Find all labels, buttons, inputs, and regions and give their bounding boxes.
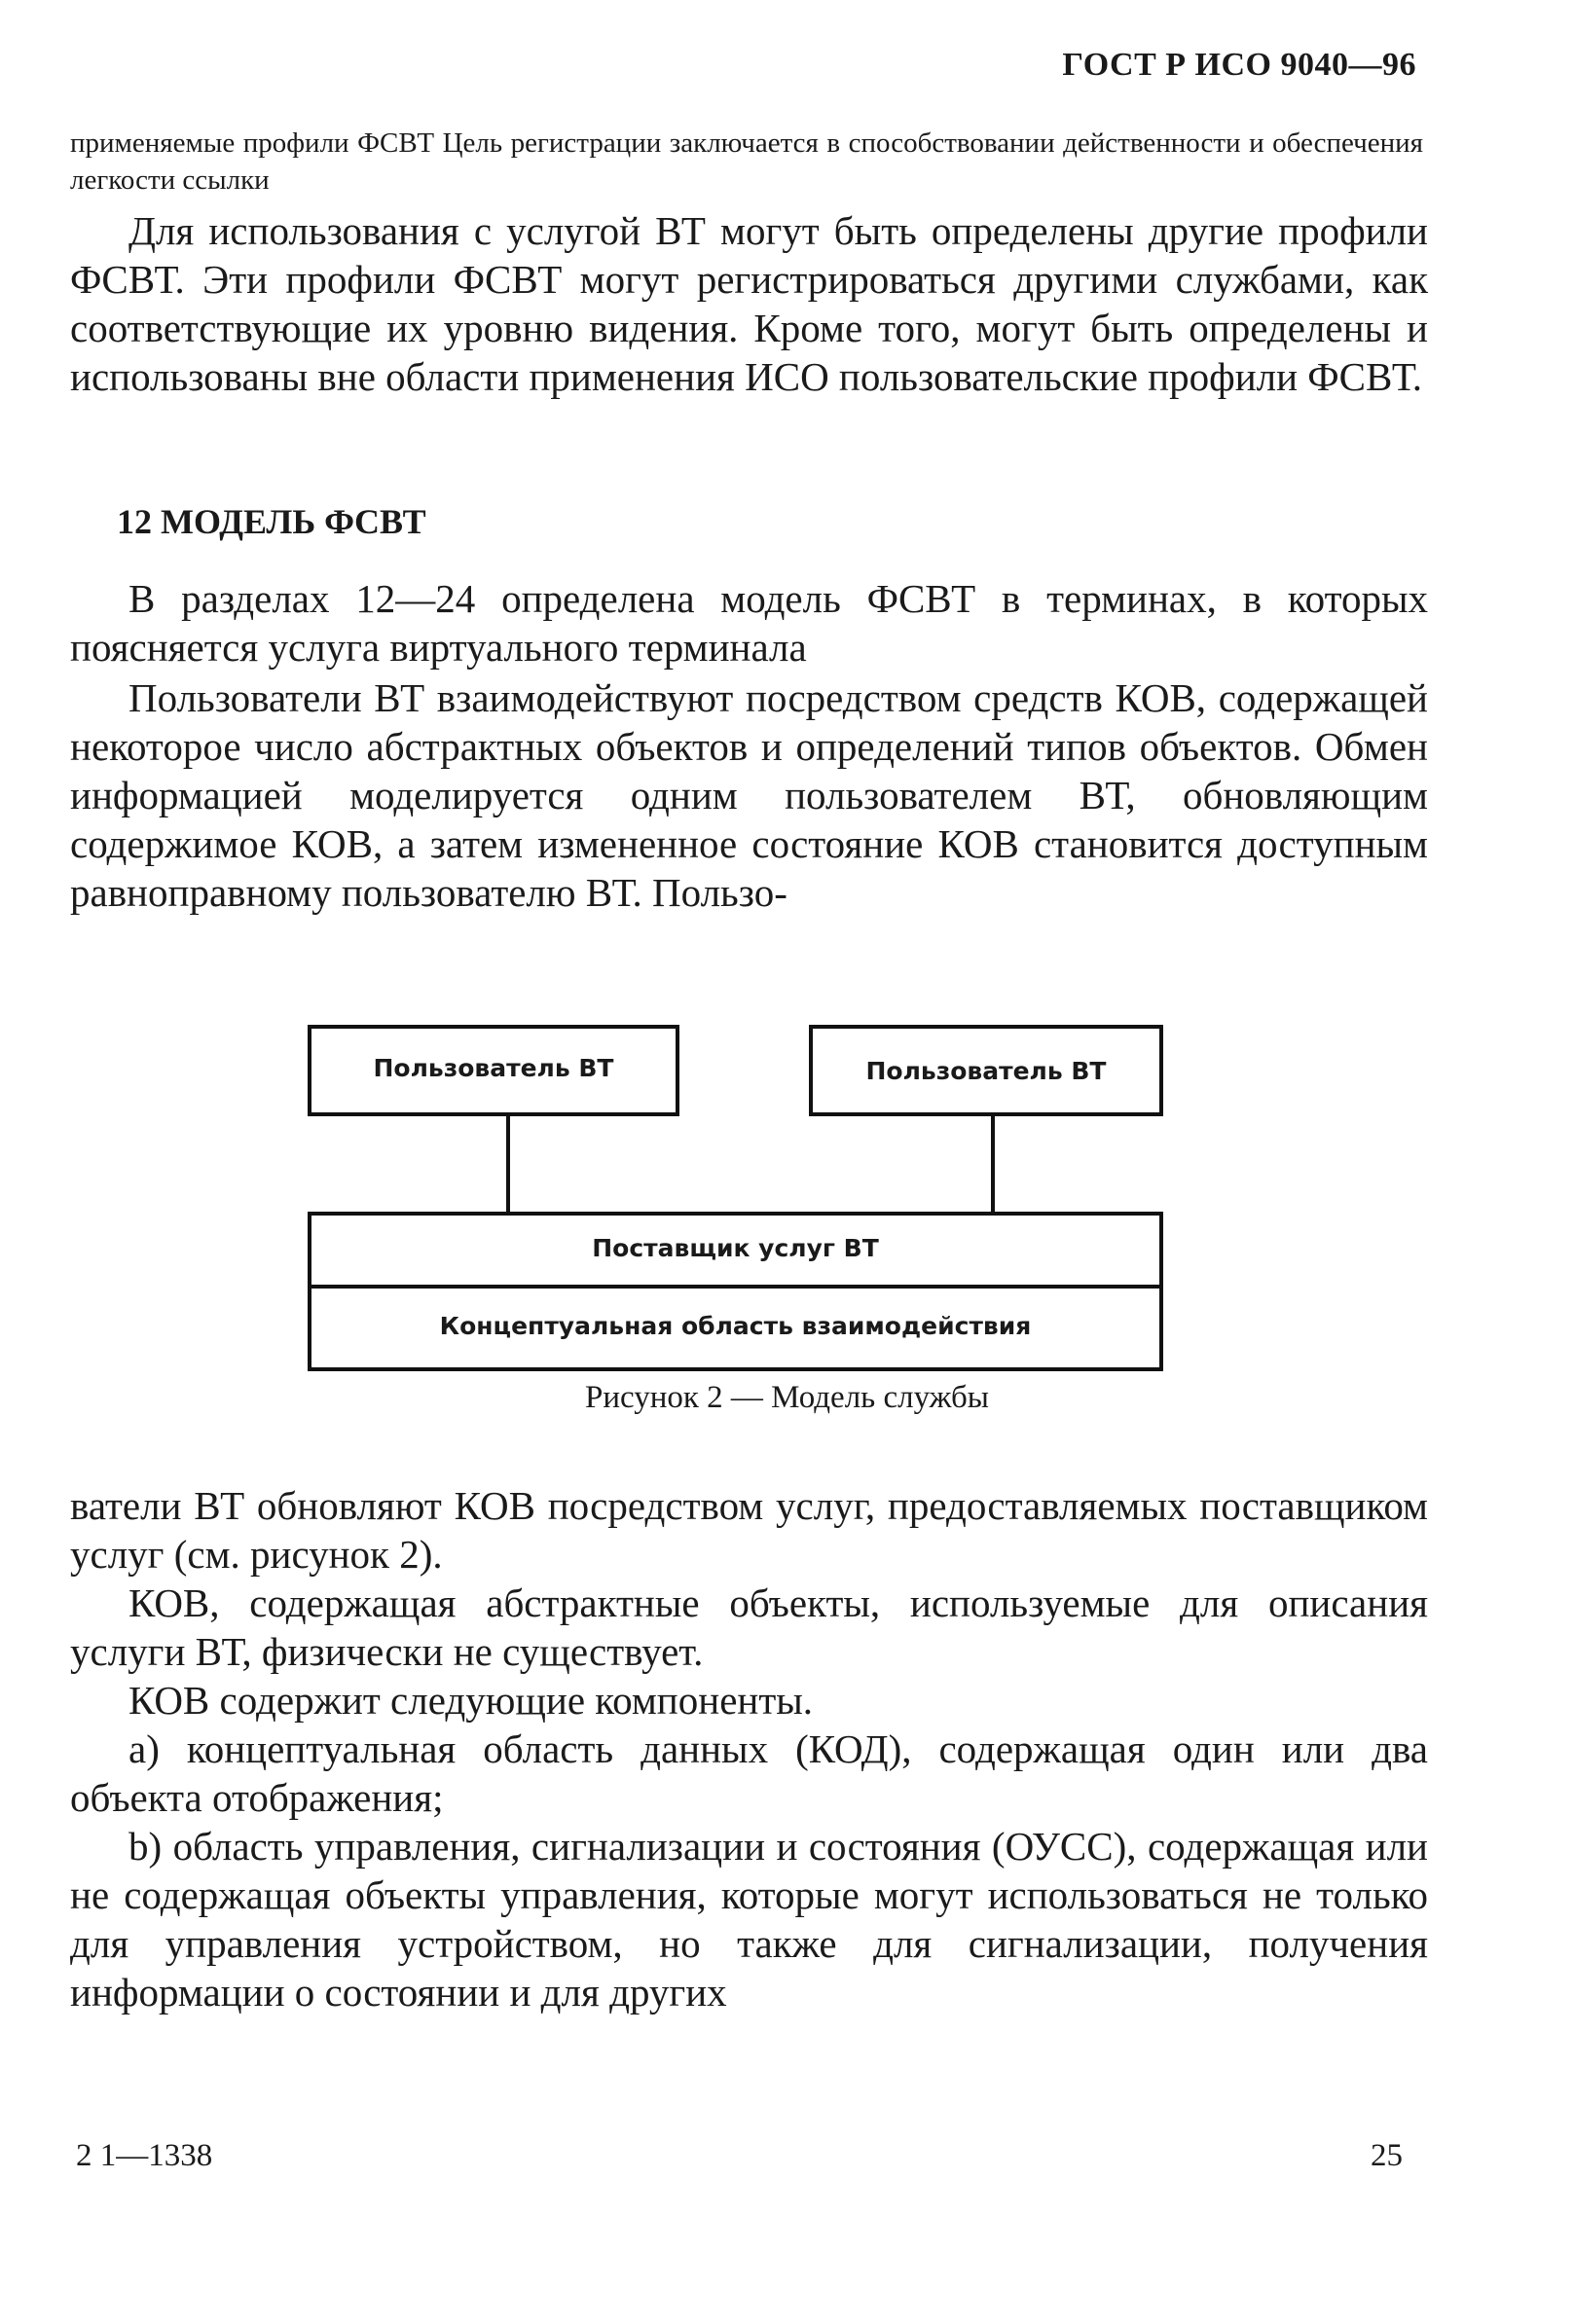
list-item-b: b) область управления, сигнализации и состояния (ОУСС), содержащая или не содержащая объекты управления, которые могут использоваться не только для управления устройством, но также для сигнализации, получения информации о состоянии и для других	[70, 1824, 1428, 2015]
user-right-label: Пользователь ВТ	[865, 1057, 1107, 1085]
provider-label: Поставщик услуг ВТ	[592, 1234, 879, 1262]
intro-paragraph: Для использования с услугой ВТ могут быть определены другие профили ФСВТ. Эти профили ФСВТ могут регистрироваться другими службами, как соответствующие их уровню видения. Кроме того, могут быть определены и использованы вне области применения ИСО пользовательские профили ФСВТ.	[70, 208, 1428, 399]
document-code-header: ГОСТ Р ИСО 9040—96	[1062, 47, 1416, 83]
page-number: 25	[1371, 2138, 1403, 2173]
intro-small-text: применяемые профили ФСВТ Цель регистрации заключается в способствовании действенности и обеспечения легкости ссылки	[70, 127, 1423, 196]
after-paragraph-2: КОВ, содержащая абстрактные объекты, используемые для описания услуги ВТ, физически не существует.	[70, 1580, 1428, 1674]
after-paragraph-3: КОВ содержит следующие компоненты.	[128, 1678, 814, 1723]
interaction-area-label: Концептуальная область взаимодействия	[439, 1312, 1032, 1340]
section-paragraph-1: В разделах 12—24 определена модель ФСВТ в терминах, в которых поясняется услуга виртуального терминала	[70, 576, 1428, 670]
user-left-label: Пользователь ВТ	[373, 1054, 614, 1082]
section-paragraph-2: Пользователи ВТ взаимодействуют посредством средств КОВ, содержащей некоторое число абстрактных объектов и определений типов объектов. Обмен информацией моделируется одним пользователем ВТ, обновляющим содержимое КОВ, а затем измененное состояние КОВ становится доступным равноправному пользователю ВТ. Пользо-	[70, 675, 1428, 915]
list-item-a: а) концептуальная область данных (КОД), содержащая один или два объекта отображения;	[70, 1726, 1428, 1820]
figure-caption: Рисунок 2 — Модель службы	[585, 1380, 989, 1415]
after-paragraph-1: ватели ВТ обновляют КОВ посредством услуг, предоставляемых поставщиком услуг (см. рисунок 2).	[70, 1483, 1428, 1577]
footer-print-code: 2 1—1338	[76, 2138, 213, 2173]
section-heading: 12 МОДЕЛЬ ФСВТ	[117, 502, 426, 541]
